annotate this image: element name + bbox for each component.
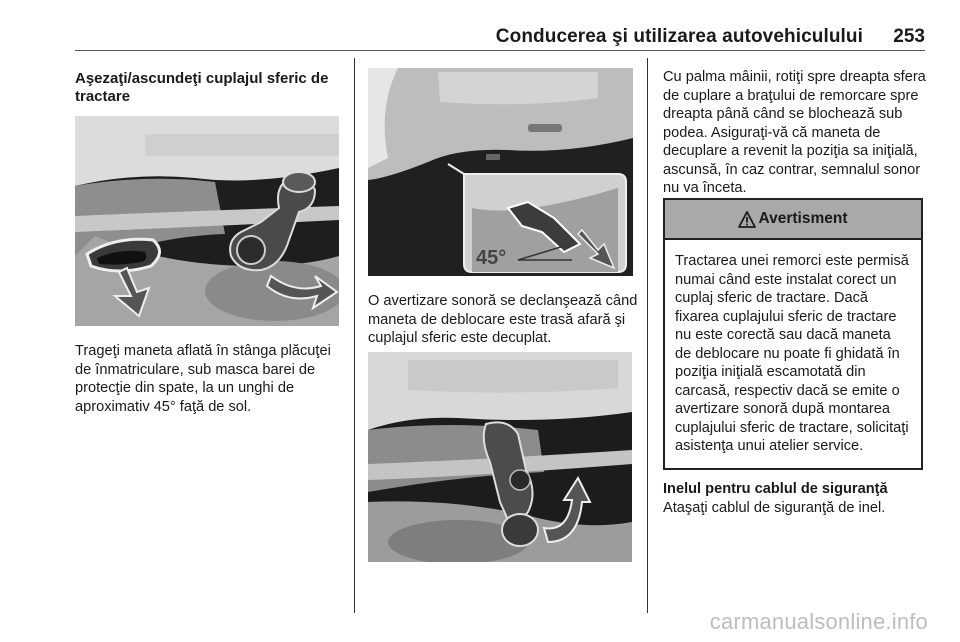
middle-body (368, 292, 638, 348)
column-divider-left (354, 58, 355, 613)
column-divider-right (647, 58, 648, 613)
right-body (663, 68, 927, 198)
figure-lever-pull-illustration (75, 116, 339, 326)
figure-release-lever (368, 68, 633, 276)
watermark: carmanualsonline.info (709, 609, 928, 634)
warning-triangle-icon (738, 211, 756, 228)
figure-release-lever-illustration (368, 68, 633, 276)
figure-lever-pull (75, 116, 339, 326)
instruction-text: Trageţi maneta aflată în stânga plăcuţei de înmatriculare, sub masca barei de protecţie din spate, la un unghi de aproximativ 45° faţă de sol. (75, 343, 331, 415)
chapter-title: Conducerea şi utilizarea autovehiculului (495, 26, 863, 47)
left-body (75, 342, 343, 416)
left-column (75, 70, 343, 106)
angle-label: 45° (476, 247, 507, 269)
rotate-instruction-text: Cu palma mâinii, rotiţi spre dreapta sfera de cuplare a braţului de remorcare spre dreapta până când se blochează sub podea. Asiguraţi-vă că maneta de decuplare a revenit la poziţia sa iniţială, ascunsă, în caz contrar, semnalul sonor nu va înceta. (663, 69, 926, 196)
header-rule (75, 50, 925, 51)
figure-ball-rotate-illustration (368, 352, 632, 562)
warning-sound-text: O avertizare sonoră se declanşează când maneta de deblocare este trasă afară şi cuplajul sferic este decuplat. (368, 293, 638, 346)
page-number: 253 (893, 26, 925, 47)
safety-cable-text: Ataşaţi cablul de siguranţă de inel. (663, 500, 886, 516)
safety-cable-heading: Inelul pentru cablul de siguranţă (663, 481, 888, 497)
safety-cable-section (663, 480, 927, 518)
warning-body (665, 240, 921, 456)
warning-title: Avertisment (758, 210, 848, 227)
warning-header (665, 200, 921, 240)
figure-ball-rotate (368, 352, 632, 562)
warning-box (663, 198, 923, 470)
section-heading: Aşezaţi/ascundeţi cuplajul sferic de tractare (75, 70, 329, 105)
warning-text: Tractarea unei remorci este permisă numai când este instalat corect un cuplaj sferic de tractare. Dacă fixarea cuplajului sferic de tractare nu este corectă sau dacă maneta de deblocare nu poate fi ghidată în poziţia iniţială escamotată din carcasă, respectiv dacă se emite o avertizare sonoră după montarea cuplajului sferic de tractare, solicitaţi asistenţa unui atelier service. (675, 253, 909, 454)
page-header (75, 26, 925, 50)
